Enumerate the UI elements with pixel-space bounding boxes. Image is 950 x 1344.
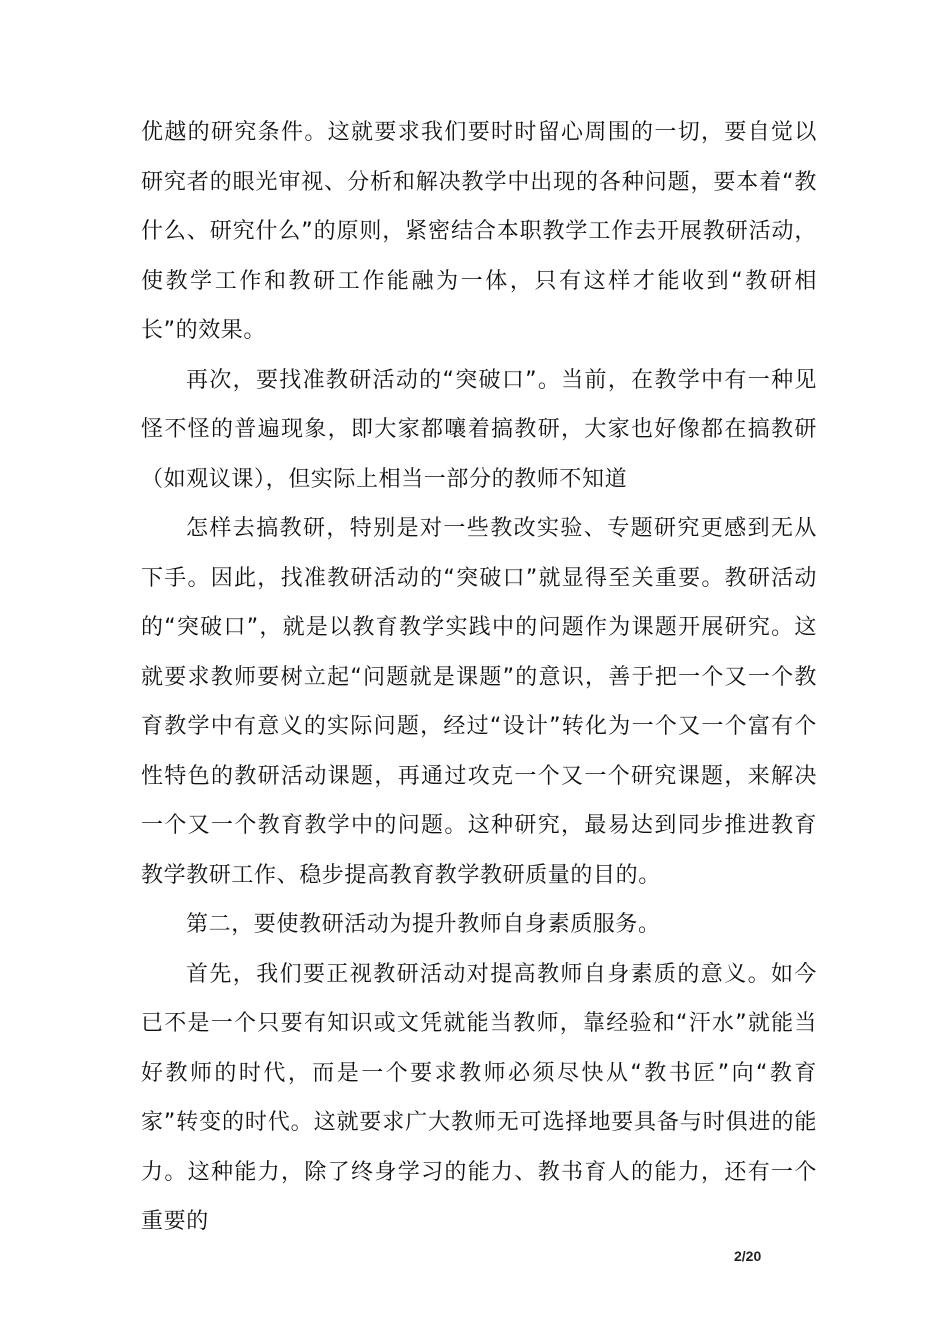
paragraph-4: 第二，要使教研活动为提升教师自身素质服务。 [186,912,661,937]
paragraph-3: 怎样去搞教研，特别是对一些教改实验、专题研究更感到无从下手。因此，找准教研活动的“突破口”就显得至关重要。教研活动的“突破口”，就是以教育教学实践中的问题作为课题开展研究。这就要求教师要树立起“问题就是课题”的意识，善于把一个又一个教育教学中有意义的实际问题，经过“设计”转化为一个又一个富有个性特色的教研活动课题，再通过攻克一个又一个研究课题，来解决一个又一个教育教学中的问题。这种研究，最易达到同步推进教育教学教研工作、稳步提高教育教学教研质量的目的。 [141,516,817,888]
paragraph-1: 优越的研究条件。这就要求我们要时时留心周围的一切，要自觉以研究者的眼光审视、分析和解决教学中出现的各种问题，要本着“教什么、研究什么”的原则，紧密结合本职教学工作去开展教研活动，使教学工作和教研工作能融为一体，只有这样才能收到“教研相长”的效果。 [141,120,817,343]
paragraph-2: 再次，要找准教研活动的“突破口”。当前，在教学中有一种见怪不怪的普遍现象，即大家都嚷着搞教研，大家也好像都在搞教研（如观议课），但实际上相当一部分的教师不知道 [141,367,817,492]
paragraph-5: 首先，我们要正视教研活动对提高教师自身素质的意义。如今已不是一个只要有知识或文凭就能当教师，靠经验和“汗水”就能当好教师的时代，而是一个要求教师必须尽快从“教书匠”向“教育家”转变的时代。这就要求广大教师无可选择地要具备与时俱进的能力。这种能力，除了终身学习的能力、教书育人的能力，还有一个重要的 [141,961,817,1234]
body-text [141,108,817,1247]
page-number: 2/20 [734,1248,762,1264]
